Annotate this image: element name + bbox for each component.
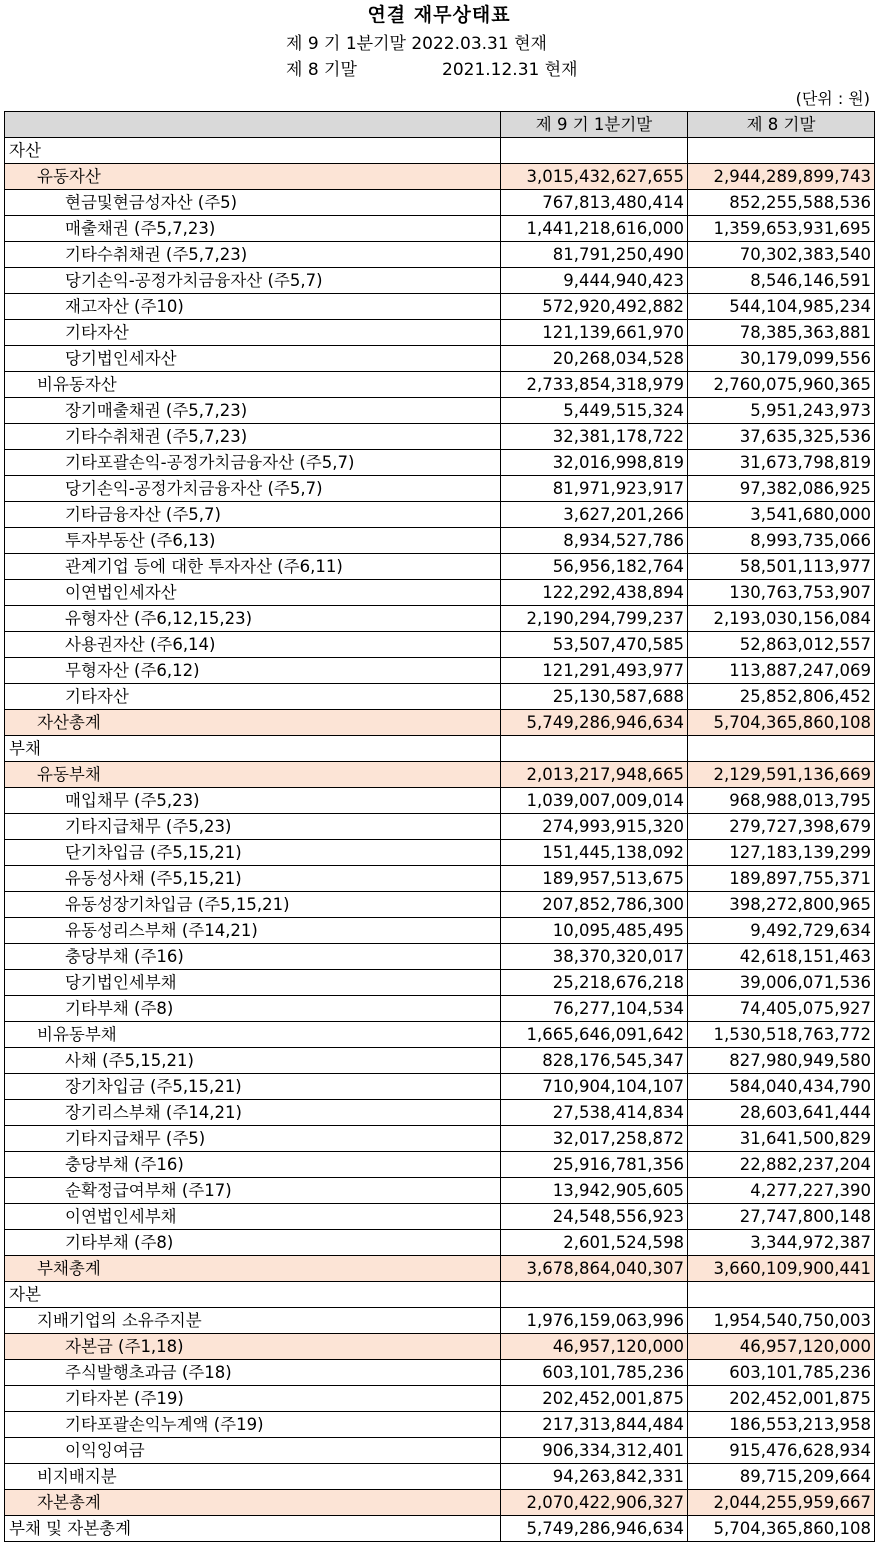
prior-value: 97,382,086,925 <box>688 476 875 502</box>
current-value: 1,441,218,616,000 <box>501 216 688 242</box>
row-label: 현금및현금성자산 (주5) <box>5 190 501 216</box>
table-row <box>5 320 875 346</box>
prior-value: 89,715,209,664 <box>688 1464 875 1490</box>
row-label: 장기차입금 (주5,15,21) <box>5 1074 501 1100</box>
table-row <box>5 1178 875 1204</box>
row-label: 충당부채 (주16) <box>5 944 501 970</box>
prior-value: 8,993,735,066 <box>688 528 875 554</box>
row-label: 매입채무 (주5,23) <box>5 788 501 814</box>
row-label: 자본금 (주1,18) <box>5 1334 501 1360</box>
current-value: 2,733,854,318,979 <box>501 372 688 398</box>
prior-value: 8,546,146,591 <box>688 268 875 294</box>
prior-value: 4,277,227,390 <box>688 1178 875 1204</box>
current-value: 1,976,159,063,996 <box>501 1308 688 1334</box>
current-value: 2,190,294,799,237 <box>501 606 688 632</box>
prior-value: 42,618,151,463 <box>688 944 875 970</box>
row-label: 자산 <box>5 138 501 164</box>
prior-value: 46,957,120,000 <box>688 1334 875 1360</box>
row-label: 장기매출채권 (주5,7,23) <box>5 398 501 424</box>
table-row <box>5 970 875 996</box>
prior-value: 1,954,540,750,003 <box>688 1308 875 1334</box>
current-value: 56,956,182,764 <box>501 554 688 580</box>
row-label: 투자부동산 (주6,13) <box>5 528 501 554</box>
prior-value: 37,635,325,536 <box>688 424 875 450</box>
balance-sheet-table <box>4 111 875 1542</box>
table-row <box>5 1230 875 1256</box>
row-label: 당기법인세자산 <box>5 346 501 372</box>
current-value: 710,904,104,107 <box>501 1074 688 1100</box>
table-row <box>5 1282 875 1308</box>
prior-value: 58,501,113,977 <box>688 554 875 580</box>
current-value: 2,601,524,598 <box>501 1230 688 1256</box>
row-label: 유동성리스부채 (주14,21) <box>5 918 501 944</box>
current-value: 3,015,432,627,655 <box>501 164 688 190</box>
table-row <box>5 996 875 1022</box>
row-label: 재고자산 (주10) <box>5 294 501 320</box>
row-label: 기타자산 <box>5 684 501 710</box>
row-label: 비지배지분 <box>5 1464 501 1490</box>
current-value: 10,095,485,495 <box>501 918 688 944</box>
prior-value <box>688 1282 875 1308</box>
row-label: 기타수취채권 (주5,7,23) <box>5 424 501 450</box>
prior-value: 113,887,247,069 <box>688 658 875 684</box>
current-value: 5,449,515,324 <box>501 398 688 424</box>
table-row <box>5 632 875 658</box>
row-label: 자본총계 <box>5 1490 501 1516</box>
current-value: 38,370,320,017 <box>501 944 688 970</box>
current-value: 76,277,104,534 <box>501 996 688 1022</box>
current-value: 20,268,034,528 <box>501 346 688 372</box>
current-value: 189,957,513,675 <box>501 866 688 892</box>
row-label: 비유동부채 <box>5 1022 501 1048</box>
table-row <box>5 1308 875 1334</box>
row-label: 부채 <box>5 736 501 762</box>
table-row <box>5 216 875 242</box>
current-value: 8,934,527,786 <box>501 528 688 554</box>
current-value: 3,627,201,266 <box>501 502 688 528</box>
table-row <box>5 814 875 840</box>
table-row <box>5 1360 875 1386</box>
table-row <box>5 372 875 398</box>
table-row <box>5 1074 875 1100</box>
prior-value: 22,882,237,204 <box>688 1152 875 1178</box>
prior-value: 39,006,071,536 <box>688 970 875 996</box>
table-row <box>5 476 875 502</box>
row-label: 유동부채 <box>5 762 501 788</box>
prior-value: 2,760,075,960,365 <box>688 372 875 398</box>
table-row <box>5 528 875 554</box>
current-value: 121,291,493,977 <box>501 658 688 684</box>
page-title: 연결 재무상태표 <box>367 4 511 26</box>
row-label: 매출채권 (주5,7,23) <box>5 216 501 242</box>
current-value: 906,334,312,401 <box>501 1438 688 1464</box>
table-row <box>5 1048 875 1074</box>
row-label: 기타포괄손익누계액 (주19) <box>5 1412 501 1438</box>
table-row <box>5 502 875 528</box>
prior-value: 852,255,588,536 <box>688 190 875 216</box>
row-label: 자본 <box>5 1282 501 1308</box>
row-label: 사채 (주5,15,21) <box>5 1048 501 1074</box>
prior-value: 30,179,099,556 <box>688 346 875 372</box>
row-label: 비유동자산 <box>5 372 501 398</box>
prior-value: 127,183,139,299 <box>688 840 875 866</box>
prior-value: 186,553,213,958 <box>688 1412 875 1438</box>
table-row <box>5 1386 875 1412</box>
current-value <box>501 736 688 762</box>
header-current: 제 9 기 1분기말 <box>501 112 688 138</box>
table-row <box>5 710 875 736</box>
current-value: 32,381,178,722 <box>501 424 688 450</box>
current-value: 151,445,138,092 <box>501 840 688 866</box>
prior-value: 25,852,806,452 <box>688 684 875 710</box>
current-value: 32,016,998,819 <box>501 450 688 476</box>
table-row <box>5 294 875 320</box>
current-value: 25,218,676,218 <box>501 970 688 996</box>
current-value: 3,678,864,040,307 <box>501 1256 688 1282</box>
row-label: 주식발행초과금 (주18) <box>5 1360 501 1386</box>
current-value: 217,313,844,484 <box>501 1412 688 1438</box>
row-label: 유동자산 <box>5 164 501 190</box>
row-label: 이연법인세자산 <box>5 580 501 606</box>
prior-value: 5,704,365,860,108 <box>688 710 875 736</box>
current-value: 767,813,480,414 <box>501 190 688 216</box>
current-value: 1,665,646,091,642 <box>501 1022 688 1048</box>
prior-value: 130,763,753,907 <box>688 580 875 606</box>
row-label: 기타자산 <box>5 320 501 346</box>
table-row <box>5 554 875 580</box>
current-value: 46,957,120,000 <box>501 1334 688 1360</box>
current-value: 2,013,217,948,665 <box>501 762 688 788</box>
table-row <box>5 1126 875 1152</box>
table-row <box>5 1204 875 1230</box>
prior-value: 1,530,518,763,772 <box>688 1022 875 1048</box>
table-row <box>5 1438 875 1464</box>
row-label: 부채총계 <box>5 1256 501 1282</box>
row-label: 장기리스부채 (주14,21) <box>5 1100 501 1126</box>
row-label: 기타수취채권 (주5,7,23) <box>5 242 501 268</box>
row-label: 기타부채 (주8) <box>5 996 501 1022</box>
row-label: 이익잉여금 <box>5 1438 501 1464</box>
prior-value: 52,863,012,557 <box>688 632 875 658</box>
table-row <box>5 944 875 970</box>
prior-value: 74,405,075,927 <box>688 996 875 1022</box>
row-label: 순확정급여부채 (주17) <box>5 1178 501 1204</box>
current-value: 9,444,940,423 <box>501 268 688 294</box>
row-label: 무형자산 (주6,12) <box>5 658 501 684</box>
current-value: 603,101,785,236 <box>501 1360 688 1386</box>
prior-value: 603,101,785,236 <box>688 1360 875 1386</box>
row-label: 단기차입금 (주5,15,21) <box>5 840 501 866</box>
current-value: 81,791,250,490 <box>501 242 688 268</box>
table-row <box>5 1022 875 1048</box>
prior-value: 9,492,729,634 <box>688 918 875 944</box>
row-label: 기타자본 (주19) <box>5 1386 501 1412</box>
prior-value: 1,359,653,931,695 <box>688 216 875 242</box>
prior-value: 78,385,363,881 <box>688 320 875 346</box>
table-row <box>5 840 875 866</box>
table-body <box>5 138 875 1542</box>
prior-value: 398,272,800,965 <box>688 892 875 918</box>
row-label: 지배기업의 소유주지분 <box>5 1308 501 1334</box>
table-row <box>5 918 875 944</box>
row-label: 당기손익-공정가치금융자산 (주5,7) <box>5 476 501 502</box>
current-value: 122,292,438,894 <box>501 580 688 606</box>
prior-value: 5,704,365,860,108 <box>688 1516 875 1542</box>
table-row <box>5 1490 875 1516</box>
table-row <box>5 164 875 190</box>
table-row <box>5 1256 875 1282</box>
table-row <box>5 788 875 814</box>
table-row <box>5 580 875 606</box>
current-value: 24,548,556,923 <box>501 1204 688 1230</box>
current-value: 81,971,923,917 <box>501 476 688 502</box>
current-value: 572,920,492,882 <box>501 294 688 320</box>
prior-value: 2,193,030,156,084 <box>688 606 875 632</box>
prior-value: 2,044,255,959,667 <box>688 1490 875 1516</box>
table-row <box>5 398 875 424</box>
table-row <box>5 1412 875 1438</box>
row-label: 기타지급채무 (주5,23) <box>5 814 501 840</box>
table-row <box>5 346 875 372</box>
current-value: 1,039,007,009,014 <box>501 788 688 814</box>
current-value: 13,942,905,605 <box>501 1178 688 1204</box>
header-label <box>5 112 501 138</box>
table-row <box>5 1334 875 1360</box>
row-label: 부채 및 자본총계 <box>5 1516 501 1542</box>
current-value: 25,130,587,688 <box>501 684 688 710</box>
table-row <box>5 762 875 788</box>
prior-value: 827,980,949,580 <box>688 1048 875 1074</box>
current-value <box>501 138 688 164</box>
period-current: 제 9 기 1분기말 2022.03.31 현재 <box>286 34 547 54</box>
prior-value: 28,603,641,444 <box>688 1100 875 1126</box>
row-label: 기타지급채무 (주5) <box>5 1126 501 1152</box>
row-label: 유동성장기차입금 (주5,15,21) <box>5 892 501 918</box>
table-row <box>5 866 875 892</box>
row-label: 관계기업 등에 대한 투자자산 (주6,11) <box>5 554 501 580</box>
row-label: 사용권자산 (주6,14) <box>5 632 501 658</box>
table-row <box>5 1464 875 1490</box>
table-row <box>5 138 875 164</box>
prior-value <box>688 138 875 164</box>
current-value: 53,507,470,585 <box>501 632 688 658</box>
current-value: 32,017,258,872 <box>501 1126 688 1152</box>
row-label: 당기법인세부채 <box>5 970 501 996</box>
table-row <box>5 190 875 216</box>
prior-value: 544,104,985,234 <box>688 294 875 320</box>
table-header-row <box>5 112 875 138</box>
row-label: 자산총계 <box>5 710 501 736</box>
current-value: 2,070,422,906,327 <box>501 1490 688 1516</box>
table-row <box>5 242 875 268</box>
table-row <box>5 450 875 476</box>
row-label: 기타금융자산 (주5,7) <box>5 502 501 528</box>
current-value: 94,263,842,331 <box>501 1464 688 1490</box>
table-row <box>5 1152 875 1178</box>
current-value: 27,538,414,834 <box>501 1100 688 1126</box>
current-value: 25,916,781,356 <box>501 1152 688 1178</box>
prior-value: 3,660,109,900,441 <box>688 1256 875 1282</box>
current-value: 828,176,545,347 <box>501 1048 688 1074</box>
prior-value: 189,897,755,371 <box>688 866 875 892</box>
table-row <box>5 736 875 762</box>
row-label: 기타부채 (주8) <box>5 1230 501 1256</box>
table-row <box>5 1100 875 1126</box>
current-value: 5,749,286,946,634 <box>501 1516 688 1542</box>
prior-value: 31,673,798,819 <box>688 450 875 476</box>
prior-value: 915,476,628,934 <box>688 1438 875 1464</box>
current-value: 274,993,915,320 <box>501 814 688 840</box>
row-label: 유동성사채 (주5,15,21) <box>5 866 501 892</box>
prior-value: 70,302,383,540 <box>688 242 875 268</box>
prior-value: 27,747,800,148 <box>688 1204 875 1230</box>
prior-value: 3,344,972,387 <box>688 1230 875 1256</box>
table-row <box>5 606 875 632</box>
period-prior-label: 제 8 기말 <box>286 60 357 80</box>
prior-value: 31,641,500,829 <box>688 1126 875 1152</box>
prior-value: 3,541,680,000 <box>688 502 875 528</box>
header-prior: 제 8 기말 <box>688 112 875 138</box>
row-label: 유형자산 (주6,12,15,23) <box>5 606 501 632</box>
row-label: 충당부채 (주16) <box>5 1152 501 1178</box>
current-value <box>501 1282 688 1308</box>
unit-label: (단위 : 원) <box>795 89 870 108</box>
period-prior-date: 2021.12.31 현재 <box>442 60 578 80</box>
row-label: 이연법인세부채 <box>5 1204 501 1230</box>
prior-value: 279,727,398,679 <box>688 814 875 840</box>
prior-value: 968,988,013,795 <box>688 788 875 814</box>
table-row <box>5 892 875 918</box>
current-value: 121,139,661,970 <box>501 320 688 346</box>
prior-value: 5,951,243,973 <box>688 398 875 424</box>
current-value: 202,452,001,875 <box>501 1386 688 1412</box>
table-row <box>5 658 875 684</box>
prior-value: 584,040,434,790 <box>688 1074 875 1100</box>
row-label: 기타포괄손익-공정가치금융자산 (주5,7) <box>5 450 501 476</box>
table-row <box>5 268 875 294</box>
table-row <box>5 684 875 710</box>
prior-value <box>688 736 875 762</box>
prior-value: 2,944,289,899,743 <box>688 164 875 190</box>
prior-value: 202,452,001,875 <box>688 1386 875 1412</box>
current-value: 5,749,286,946,634 <box>501 710 688 736</box>
table-row <box>5 424 875 450</box>
table-row <box>5 1516 875 1542</box>
row-label: 당기손익-공정가치금융자산 (주5,7) <box>5 268 501 294</box>
prior-value: 2,129,591,136,669 <box>688 762 875 788</box>
current-value: 207,852,786,300 <box>501 892 688 918</box>
